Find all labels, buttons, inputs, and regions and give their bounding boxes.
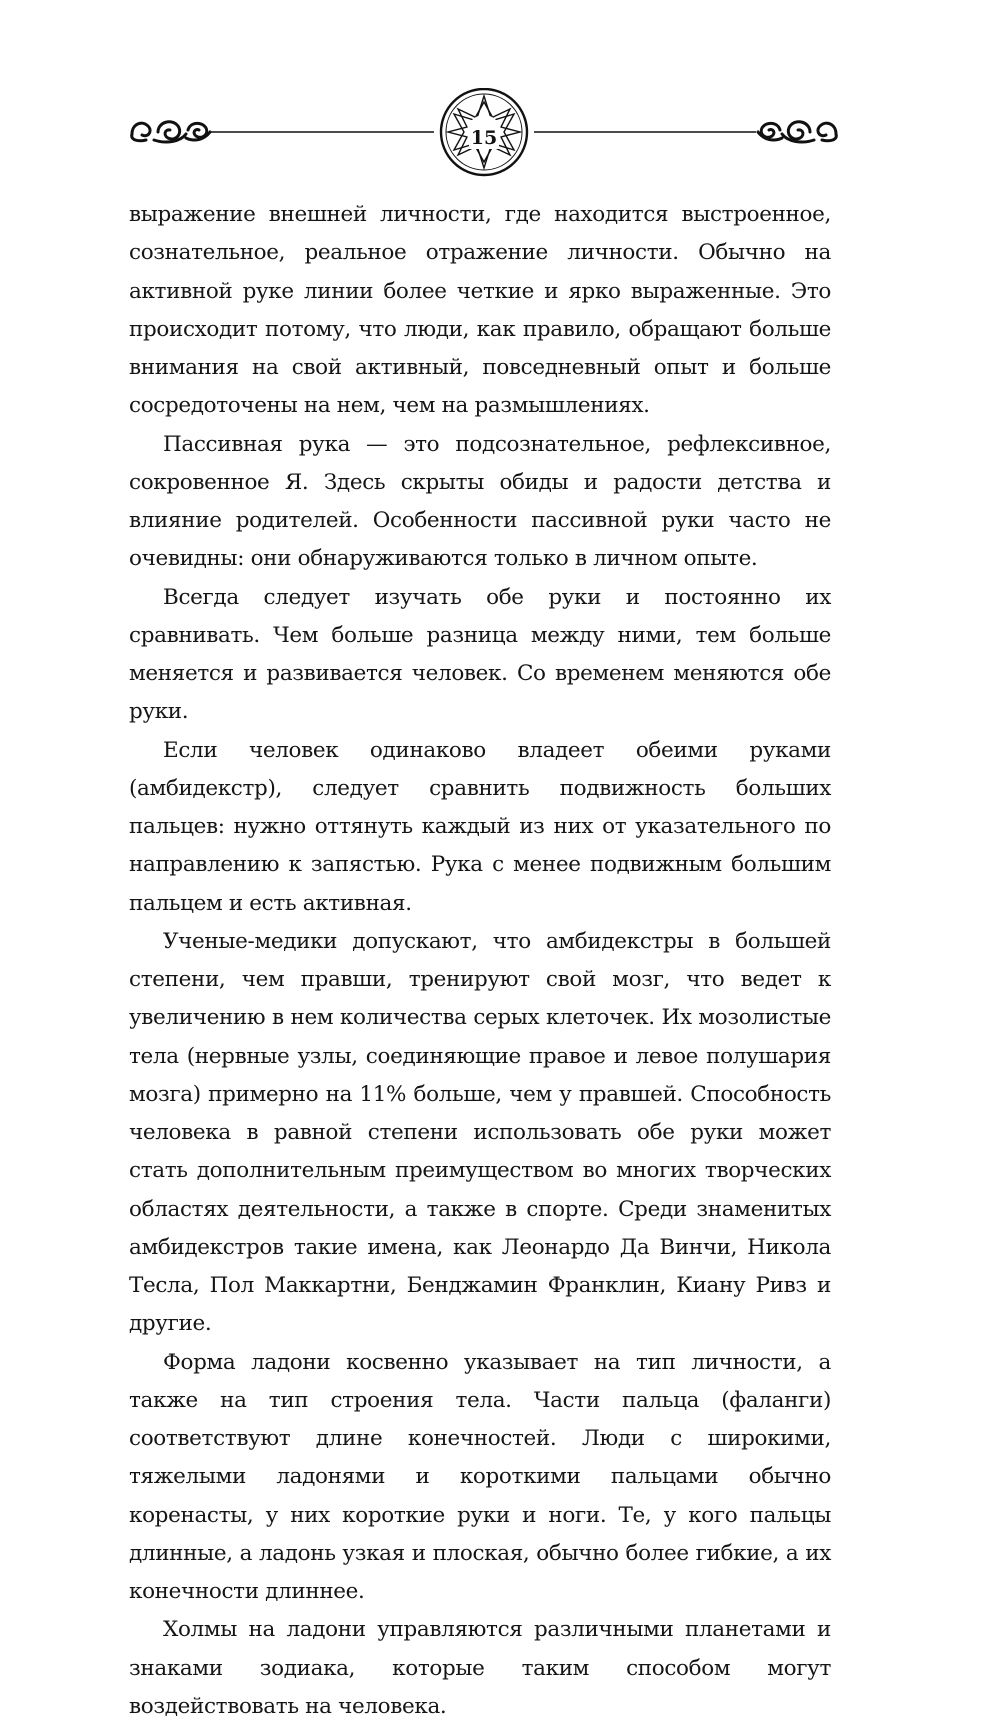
- paragraph: Холмы на ладони управляются различными планетами и знаками зодиака, которые таким способом могут воздействовать на человека.: [129, 1617, 831, 1719]
- paragraph: Всегда следует изучать обе руки и постоянно их сравнивать. Чем больше разница между ними, тем больше меняется и развивается человек. Со временем меняются обе руки.: [129, 584, 831, 725]
- page-header: [128, 88, 840, 188]
- paragraph: Форма ладони косвенно указывает на тип личности, а также на тип строения тела. Части пальца (фаланги) соответствуют длине конечностей. Люди с широкими, тяжелыми ладонями и короткими пальцами обычно коренасты, у них короткие руки и ноги. Те, у кого пальцы длинные, а ладонь узкая и плоская, обычно более гибкие, а их конечности длиннее.: [129, 1349, 831, 1604]
- paragraph: Ученые-медики допускают, что амбидекстры в большей степени, чем правши, тренируют свой мозг, что ведет к увеличению в нем количества серых клеточек. Их мозолистые тела (нервные узлы, соединяющие правое и левое полушария мозга) примерно на 11% больше, чем у правшей. Способность человека в равной степени использовать обе руки может стать дополнительным преимуществом во многих творческих областях деятельности, а также в спорте. Среди знаменитых амбидекстров такие имена, как Леонардо Да Винчи, Никола Тесла, Пол Маккартни, Бенджамин Франклин, Киану Ривз и другие.: [129, 928, 831, 1337]
- swirl-ornament-left-icon: [132, 122, 210, 142]
- paragraph: Если человек одинаково владеет обеими руками (амбидекстр), следует сравнить подвижность больших пальцев: нужно оттянуть каждый из них от указательного по направлению к запястью. Рука с менее подвижным большим пальцем и есть активная.: [129, 737, 831, 916]
- swirl-ornament-right-icon: [758, 122, 836, 142]
- page-number: 15: [470, 127, 498, 149]
- paragraph: выражение внешней личности, где находится выстроенное, сознательное, реальное отражение личности. Обычно на активной руке линии более четкие и ярко выраженные. Это происходит потому, что люди, как правило, обращают больше внимания на свой активный, повседневный опыт и больше сосредоточены на нем, чем на размышлениях.: [129, 202, 831, 419]
- page-body: [129, 196, 831, 1726]
- paragraph: Пассивная рука — это подсознательное, рефлексивное, сокровенное Я. Здесь скрыты обиды и радости детства и влияние родителей. Особенности пассивной руки часто не очевидны: они обнаруживаются только в личном опыте.: [129, 431, 831, 572]
